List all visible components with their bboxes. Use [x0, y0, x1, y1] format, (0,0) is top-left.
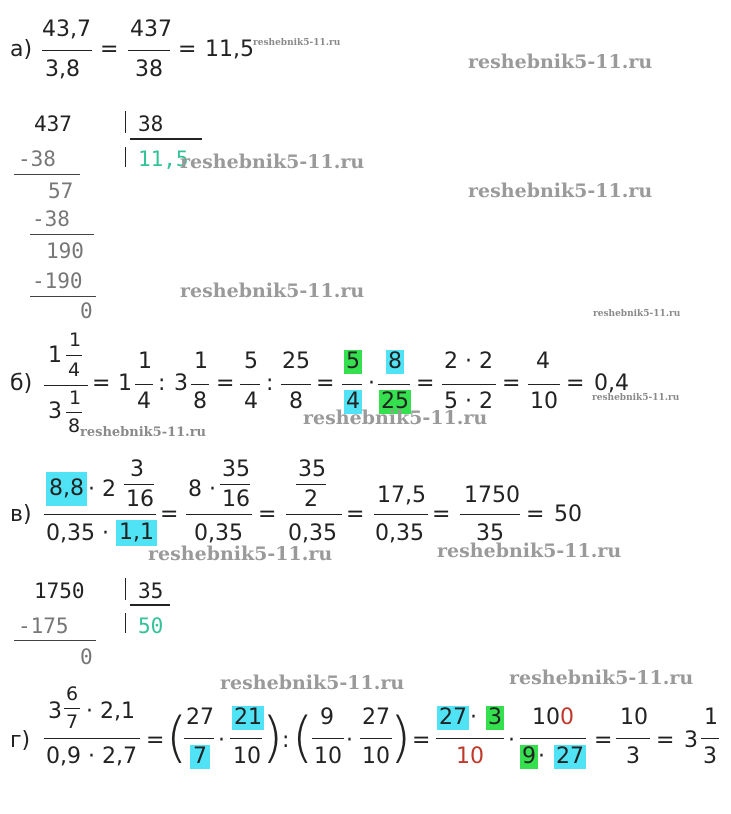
v-eq2: =	[258, 502, 277, 527]
b-f6-line	[378, 384, 410, 385]
v-f2-nd: 16	[222, 487, 250, 512]
a-step6: 0	[80, 299, 93, 323]
b-f4-n: 25	[282, 349, 310, 374]
a-frac1-den: 3,8	[45, 57, 80, 82]
v-f3-line	[286, 514, 342, 515]
b-big-line	[44, 385, 88, 386]
a-frac1-num: 43,7	[42, 17, 91, 42]
b-f8-n: 4	[536, 349, 550, 374]
watermark: reshebnik5-11.ru	[437, 540, 622, 562]
watermark: reshebnik5-11.ru	[180, 151, 365, 173]
v-f2-n1: 8 ·	[188, 477, 216, 502]
b-f5-d: 4	[346, 389, 360, 414]
b-bigden-whole: 3	[48, 399, 62, 424]
b-m2-whole: 3	[174, 371, 188, 396]
b-bigden-line	[66, 412, 82, 413]
b-div1: :	[158, 371, 166, 396]
watermark-small: reshebnik5-11.ru	[253, 38, 341, 48]
v-d-a: 0,35 ·	[46, 521, 109, 546]
b-f7-d: 5 · 2	[444, 389, 493, 414]
v-step-line1	[14, 640, 96, 641]
b-div2: :	[266, 371, 274, 396]
a-divisor: 38	[138, 112, 164, 136]
g-r2-n2: 0	[560, 705, 574, 730]
g-r2-dot: ·	[538, 744, 545, 769]
g-r3-n: 10	[620, 705, 648, 730]
watermark: reshebnik5-11.ru	[468, 180, 653, 202]
a-step-line1	[14, 174, 80, 175]
b-m2-line	[191, 384, 209, 385]
a-dividend: 437	[34, 112, 72, 136]
a-step1: -38	[18, 147, 56, 171]
g-r2-d1: 9	[522, 744, 536, 769]
v-f2-inner-line	[220, 484, 250, 485]
g-n-whole: 3	[48, 699, 62, 724]
b-f7-line	[442, 384, 496, 385]
a-frac2-line	[128, 50, 170, 51]
g-open-paren2: (	[292, 706, 314, 769]
g-close-paren1: )	[262, 706, 284, 769]
g-r1-n1: 27	[439, 705, 467, 730]
v-divisor: 35	[138, 579, 164, 603]
a-divisor-line	[130, 138, 202, 140]
v-f3-nn: 35	[298, 457, 326, 482]
v-eq4: =	[432, 502, 451, 527]
b-f3-line	[240, 384, 260, 385]
v-eq3: =	[346, 502, 365, 527]
b-dot: ·	[368, 371, 375, 396]
v-f3-inner-line	[296, 484, 326, 485]
v-f4-line	[374, 514, 428, 515]
g-r1-line	[436, 738, 504, 739]
a-eq2: =	[178, 37, 197, 62]
a-step3: -38	[32, 207, 70, 231]
b-f6-n: 8	[388, 349, 402, 374]
b-bigden-d: 8	[68, 415, 81, 437]
g-n-fn: 6	[66, 683, 79, 705]
a-frac2-num: 437	[130, 17, 172, 42]
a-frac1-line	[42, 50, 92, 51]
g-r2-d2: 27	[556, 744, 584, 769]
v-div-bar2	[125, 613, 126, 633]
g-r1-n2: 3	[488, 705, 502, 730]
a-step4: 190	[46, 239, 84, 263]
b-eq6: =	[566, 371, 585, 396]
watermark-small: reshebnik5-11.ru	[592, 393, 680, 403]
v-divisor-line	[130, 604, 170, 606]
g-p1-a-line	[184, 738, 214, 739]
a-quotient: 11,5	[138, 147, 189, 171]
g-p1-b-d: 10	[233, 744, 261, 769]
g-p2-a-line	[312, 738, 344, 739]
g-p2-b-d: 10	[362, 744, 390, 769]
watermark-small: reshebnik5-11.ru	[593, 309, 681, 319]
g-r1-dot: ·	[470, 705, 477, 730]
a-step5: -190	[32, 269, 83, 293]
a-step-line3	[30, 296, 96, 297]
watermark: reshebnik5-11.ru	[180, 280, 365, 302]
g-eq3: =	[594, 728, 613, 753]
a-step2: 57	[48, 179, 74, 203]
g-eq4: =	[656, 728, 675, 753]
v-f3-nd: 2	[304, 487, 318, 512]
g-r1-d: 10	[456, 744, 484, 769]
b-f4-d: 8	[289, 389, 303, 414]
label-v: в)	[10, 502, 32, 527]
v-eq5: =	[526, 502, 545, 527]
g-r3-d: 3	[626, 744, 640, 769]
v-step2: 0	[80, 645, 93, 669]
g-eq1: =	[146, 728, 165, 753]
b-m1-line	[135, 384, 153, 385]
g-n-frac-line	[64, 708, 80, 709]
v-f2-d: 0,35	[194, 521, 243, 546]
g-f1-line	[44, 738, 140, 739]
v-f5-line	[460, 514, 520, 515]
watermark: reshebnik5-11.ru	[468, 51, 653, 73]
g-p1-a-d: 7	[190, 745, 210, 769]
label-b: б)	[10, 371, 33, 396]
v-d-b: 1,1	[116, 520, 157, 546]
g-p2-b-n: 27	[362, 705, 390, 730]
a-div-bar2	[125, 147, 126, 167]
g-r2-n1: 10	[532, 705, 560, 730]
watermark-small: reshebnik5-11.ru	[80, 425, 207, 440]
b-f3-n: 5	[244, 349, 258, 374]
v-result: 50	[554, 502, 582, 527]
v-n-a: 8,8	[46, 472, 87, 506]
g-p2-a-d: 10	[314, 744, 342, 769]
b-m1-d: 4	[137, 389, 151, 414]
g-res-n: 1	[704, 705, 718, 730]
g-p2-a-n: 9	[320, 705, 334, 730]
b-eq2: =	[216, 371, 235, 396]
v-f3-d: 0,35	[288, 521, 337, 546]
g-dot2: ·	[346, 728, 353, 753]
g-p1-b-n: 21	[234, 705, 262, 730]
v-f5-d: 35	[476, 521, 504, 546]
b-f5-n: 5	[346, 349, 360, 374]
g-n-rest: · 2,1	[86, 699, 135, 724]
b-m1-whole: 1	[118, 371, 132, 396]
label-g: г)	[10, 728, 31, 753]
g-close-paren2: )	[390, 706, 412, 769]
label-a: а)	[10, 37, 33, 62]
g-dot1: ·	[218, 728, 225, 753]
g-res-whole: 3	[684, 728, 698, 753]
v-n-frac-d: 16	[126, 487, 154, 512]
g-dot3: ·	[508, 728, 515, 753]
g-res-d: 3	[703, 744, 717, 769]
v-div-bar	[125, 578, 126, 600]
g-r3-line	[616, 738, 650, 739]
b-f7-n: 2 · 2	[444, 349, 493, 374]
v-f2-nn: 35	[222, 457, 250, 482]
v-f1-line	[44, 514, 156, 515]
v-quotient: 50	[138, 614, 164, 638]
g-eq2: =	[412, 728, 431, 753]
a-frac2-den: 38	[135, 57, 163, 82]
b-bignum-whole: 1	[48, 343, 62, 368]
g-p1-a-n: 27	[186, 705, 214, 730]
v-f4-d: 0,35	[375, 521, 424, 546]
g-res-line	[701, 738, 719, 739]
v-f4-n: 17,5	[377, 483, 426, 508]
watermark: reshebnik5-11.ru	[148, 543, 333, 565]
b-f8-d: 10	[530, 389, 558, 414]
b-f3-d: 4	[244, 389, 258, 414]
a-result: 11,5	[205, 37, 254, 62]
b-bigden-n: 1	[69, 387, 82, 409]
b-f5-line	[342, 384, 362, 385]
v-eq1: =	[160, 502, 179, 527]
b-eq5: =	[502, 371, 521, 396]
b-m2-n: 1	[194, 349, 208, 374]
g-n-fd: 7	[66, 711, 79, 733]
v-n-frac-line	[124, 484, 154, 485]
v-n-frac-n: 3	[130, 457, 144, 482]
a-div-bar	[125, 111, 126, 133]
v-n-mid: · 2	[88, 477, 116, 502]
b-bignum-line	[66, 355, 82, 356]
g-open-paren1: (	[166, 706, 188, 769]
g-d: 0,9 · 2,7	[46, 744, 137, 769]
g-p2-b-line	[360, 738, 392, 739]
a-step-line2	[30, 234, 94, 235]
b-m2-d: 8	[193, 389, 207, 414]
b-f8-line	[528, 384, 560, 385]
g-r2-line	[520, 738, 586, 739]
b-bignum-n: 1	[69, 329, 82, 351]
v-step1: -175	[18, 614, 69, 638]
watermark: reshebnik5-11.ru	[303, 407, 488, 429]
v-f2-line	[186, 514, 252, 515]
g-p1-b-line	[230, 738, 262, 739]
v-dividend: 1750	[34, 579, 85, 603]
b-eq4: =	[416, 371, 435, 396]
b-m1-n: 1	[138, 349, 152, 374]
watermark: reshebnik5-11.ru	[220, 672, 405, 694]
b-eq1: =	[92, 371, 111, 396]
b-f6-d: 25	[381, 389, 409, 414]
b-bignum-d: 4	[68, 359, 81, 381]
watermark: reshebnik5-11.ru	[509, 667, 694, 689]
b-eq3: =	[316, 371, 335, 396]
b-result: 0,4	[594, 371, 629, 396]
b-f4-line	[281, 384, 311, 385]
g-colon: :	[282, 728, 290, 753]
v-f5-n: 1750	[464, 483, 520, 508]
a-eq1: =	[100, 37, 119, 62]
